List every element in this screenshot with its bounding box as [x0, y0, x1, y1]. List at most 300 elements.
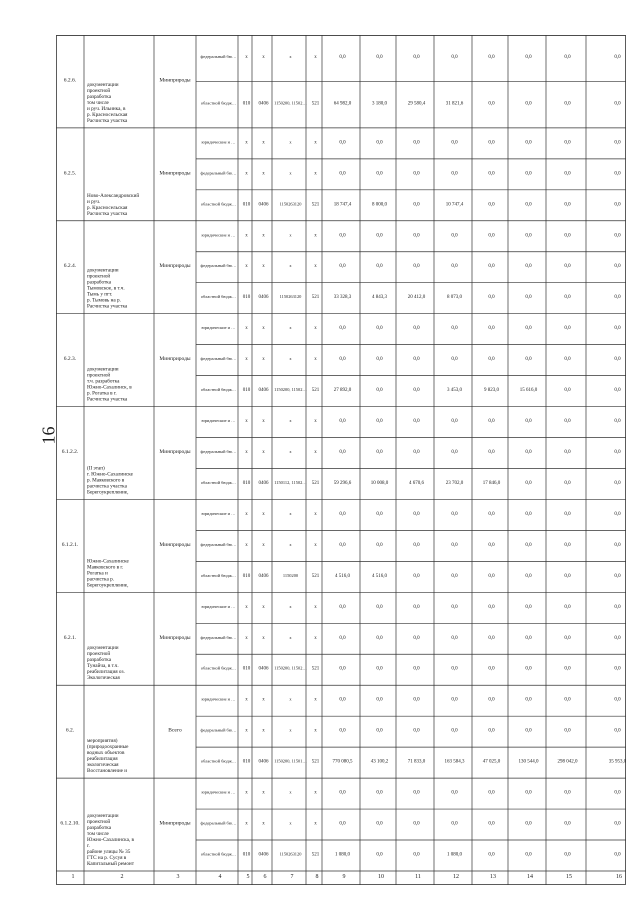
cell-c14: 0,0: [525, 202, 532, 208]
cell-c14: 0,0: [525, 697, 532, 703]
cell-c12: 10 747,4: [445, 202, 464, 208]
cell-c9: 0,0: [339, 450, 346, 455]
cell-c15: 0,0: [564, 233, 571, 239]
cell-c10: 0,0: [376, 55, 383, 61]
cell-c7: x: [289, 325, 292, 331]
cell-c12: 0,0: [451, 511, 458, 517]
column-number: 12: [453, 874, 459, 880]
cell-c5: x: [245, 326, 248, 332]
cell-c9: 0,0: [339, 635, 346, 641]
cell-c10: 0,0: [376, 852, 383, 858]
cell-c15: 0,0: [564, 295, 571, 301]
cell-c7: 1150263120: [279, 294, 302, 300]
row-name-text: Экологическаяреабилитация оз.Тунайча, в т.ч.разработкапроектнойдокументации: [87, 645, 125, 682]
cell-c15: 0,0: [564, 697, 571, 703]
cell-c16: 0,0: [614, 480, 621, 486]
row-name-text: Берегоукрепление,расчистка участкар. Маяковского вг. Южно-Сахалинске(II этап): [87, 465, 133, 496]
cell-c8: x: [314, 790, 317, 796]
cell-c8: 521: [311, 388, 320, 394]
cell-c12: 0,0: [451, 604, 458, 610]
cell-source: юридические и …: [201, 603, 236, 609]
cell-c6: x: [262, 542, 265, 548]
cell-c7: x: [289, 603, 292, 609]
cell-c15: 0,0: [564, 326, 571, 332]
cell-c13: 0,0: [488, 295, 495, 301]
cell-c15: 0,0: [564, 604, 571, 610]
cell-c11: 0,0: [413, 511, 420, 517]
cell-c10: 0,0: [376, 821, 383, 827]
cell-c13: 17 846,0: [482, 480, 501, 486]
cell-c15: 0,0: [564, 450, 571, 455]
row-name-text: Восстановление иэкологическаяреабилитацияводных объектов(природоохранныемероприятия): [87, 738, 129, 775]
cell-c11: 0,0: [413, 852, 420, 858]
cell-c12: 0,0: [451, 635, 458, 641]
cell-source: областной бюдж…: [200, 665, 237, 671]
cell-c14: 0,0: [525, 666, 532, 672]
cell-c12: 0,0: [451, 233, 458, 239]
cell-source: федеральный бю…: [200, 263, 237, 269]
cell-c9: 64 982,0: [333, 101, 352, 107]
cell-c14: 0,0: [525, 635, 532, 641]
cell-c8: x: [314, 233, 317, 239]
cell-c10: 10 008,0: [370, 480, 389, 486]
cell-c5: x: [245, 511, 248, 517]
cell-c16: 0,0: [614, 450, 621, 455]
column-number: 9: [342, 874, 346, 880]
cell-c9: 0,0: [339, 728, 346, 734]
cell-c5: x: [245, 171, 248, 177]
cell-c11: 0,0: [413, 666, 420, 672]
cell-c10: 4 516,0: [372, 573, 387, 579]
cell-c9: 4 516,0: [335, 573, 350, 579]
cell-c7: 1150263120: [279, 201, 302, 207]
cell-c13: 0,0: [488, 264, 495, 270]
cell-c5: x: [245, 264, 248, 270]
cell-c9: 0,0: [339, 326, 346, 332]
cell-c14: 0,0: [525, 233, 532, 239]
cell-c9: 0,0: [339, 666, 346, 672]
cell-c16: 0,0: [614, 666, 621, 672]
row-agency: Минприроды: [159, 356, 191, 363]
cell-c16: 0,0: [614, 264, 621, 270]
cell-c10: 0,0: [376, 728, 383, 734]
cell-c10: 43 100,2: [370, 759, 389, 765]
cell-c12: 31 821,6: [445, 101, 464, 107]
cell-c11: 0,0: [413, 419, 420, 425]
cell-c11: 0,0: [413, 233, 420, 239]
cell-c9: 0,0: [339, 171, 346, 177]
column-number: 2: [120, 874, 124, 880]
cell-c16: 0,0: [614, 821, 621, 827]
cell-c14: 0,0: [525, 511, 532, 517]
column-number: 13: [490, 874, 496, 880]
budget-table: [56, 35, 626, 885]
cell-c9: 0,0: [339, 233, 346, 239]
cell-c10: 0,0: [376, 357, 383, 363]
cell-c5: x: [245, 55, 248, 61]
cell-c15: 0,0: [564, 480, 571, 486]
cell-c12: 0,0: [451, 573, 458, 579]
cell-c11: 29 580,4: [407, 101, 426, 107]
cell-c14: 0,0: [525, 55, 532, 61]
row-name-text: Берегоукрепление,расчистка р.Рогатка иМаяковского в г.Южно-Сахалинске: [87, 558, 129, 589]
cell-c6: x: [262, 264, 265, 270]
cell-c15: 0,0: [564, 55, 571, 61]
cell-c6: x: [262, 697, 265, 703]
cell-c12: 0,0: [451, 264, 458, 270]
cell-c13: 0,0: [488, 450, 495, 455]
cell-source: федеральный бю…: [200, 727, 237, 733]
cell-c14: 0,0: [525, 480, 532, 486]
cell-c7: x: [289, 510, 292, 516]
cell-c13: 0,0: [488, 233, 495, 239]
cell-c16: 0,0: [614, 101, 621, 107]
cell-c14: 0,0: [525, 101, 532, 107]
row-number: 6.2.: [65, 727, 75, 734]
cell-c16: 0,0: [614, 295, 621, 301]
cell-c9: 0,0: [339, 604, 346, 610]
cell-c6: x: [262, 604, 265, 610]
cell-c11: 0,0: [413, 450, 420, 455]
row-name: [87, 737, 129, 774]
cell-c6: x: [262, 171, 265, 177]
cell-c10: 0,0: [376, 542, 383, 548]
cell-c11: 0,0: [413, 821, 420, 827]
column-number: 7: [290, 874, 294, 880]
cell-c11: 0,0: [413, 388, 420, 394]
cell-c13: 0,0: [488, 790, 495, 796]
cell-c12: 0,0: [451, 542, 458, 548]
cell-c6: x: [262, 140, 265, 146]
cell-c7: 1150200, 11502…: [274, 387, 307, 393]
cell-c6: 0406: [258, 573, 269, 579]
cell-c6: 0406: [258, 388, 269, 394]
cell-c14: 0,0: [525, 419, 532, 425]
cell-source: юридические и …: [201, 696, 236, 702]
cell-c16: 0,0: [614, 604, 621, 610]
cell-c9: 1 080,0: [335, 852, 350, 858]
cell-c7: x: [289, 727, 292, 733]
cell-c6: x: [262, 357, 265, 363]
cell-c7: x: [289, 449, 292, 454]
cell-c14: 0,0: [525, 171, 532, 177]
cell-c13: 0,0: [488, 542, 495, 548]
row-agency: Всего: [168, 727, 182, 734]
cell-c15: 0,0: [564, 790, 571, 796]
cell-c9: 0,0: [339, 821, 346, 827]
cell-c6: x: [262, 450, 265, 455]
cell-c15: 0,0: [564, 542, 571, 548]
cell-c6: 0406: [258, 666, 269, 672]
cell-c16: 0,0: [614, 573, 621, 579]
cell-source: юридические и …: [201, 418, 236, 424]
cell-c16: 0,0: [614, 357, 621, 363]
cell-c5: 010: [242, 202, 251, 208]
cell-c8: 521: [311, 573, 320, 579]
cell-c16: 0,0: [614, 852, 621, 858]
cell-c12: 0,0: [451, 357, 458, 363]
cell-c12: 0,0: [451, 326, 458, 332]
cell-c8: x: [314, 326, 317, 332]
row-name: [87, 464, 134, 495]
row-number: 6.2.4.: [63, 263, 77, 270]
row-number: 6.1.2.2.: [61, 449, 79, 455]
cell-c15: 298 042,0: [557, 759, 578, 765]
cell-c15: 0,0: [564, 202, 571, 208]
cell-c11: 0,0: [413, 140, 420, 146]
cell-c13: 0,0: [488, 419, 495, 425]
cell-c9: 0,0: [339, 511, 346, 517]
cell-c7: x: [289, 356, 292, 362]
cell-c9: 770 080,5: [332, 759, 353, 765]
cell-c5: x: [245, 635, 248, 641]
page-number: 16: [38, 426, 59, 445]
cell-source: федеральный бю…: [200, 54, 237, 60]
cell-source: областной бюдж…: [200, 100, 237, 106]
cell-c11: 0,0: [413, 55, 420, 61]
cell-c6: 0406: [258, 759, 269, 765]
cell-c16: 0,0: [614, 233, 621, 239]
cell-c11: 0,0: [413, 326, 420, 332]
cell-c14: 15 616,0: [519, 388, 538, 394]
cell-c8: x: [314, 140, 317, 146]
cell-c14: 0,0: [525, 326, 532, 332]
cell-source: областной бюдж…: [200, 572, 237, 578]
cell-c6: x: [262, 635, 265, 641]
cell-c5: x: [245, 233, 248, 239]
cell-c6: x: [262, 419, 265, 425]
row-number: 6.2.1.: [63, 634, 77, 641]
cell-source: федеральный бю…: [200, 634, 237, 640]
cell-c15: 0,0: [564, 573, 571, 579]
cell-c5: x: [245, 542, 248, 548]
cell-c10: 0,0: [376, 790, 383, 796]
cell-c8: x: [314, 604, 317, 610]
cell-c6: x: [262, 790, 265, 796]
row-name-text: Расчистка участкар. Красносельскаяи руч. Ильинка, втом числеразработкапроектнойдокументации: [87, 81, 128, 124]
cell-c8: x: [314, 450, 317, 455]
cell-c12: 0,0: [451, 450, 458, 455]
cell-source: областной бюдж…: [200, 201, 237, 207]
column-number: 4: [218, 874, 222, 880]
row-name: [87, 645, 125, 681]
cell-c8: x: [314, 728, 317, 734]
row-name-text: Капитальный ремонтГТС на р. Сусуя врайоне улицы № 35г.Южно-Сахалинска, втом числеразработкапроектнойдокументации: [87, 813, 134, 867]
cell-c7: 1150200, 11501…: [274, 758, 307, 764]
cell-c12: 163 584,3: [444, 759, 465, 765]
cell-c14: 0,0: [525, 728, 532, 734]
cell-c7: 1150200, 11502…: [274, 100, 307, 106]
row-name: [87, 813, 135, 867]
cell-c12: 0,0: [451, 55, 458, 61]
row-name: [87, 268, 128, 310]
cell-c15: 0,0: [564, 264, 571, 270]
cell-c13: 47 025,0: [482, 759, 501, 765]
cell-c6: 0406: [258, 295, 269, 301]
cell-c15: 0,0: [564, 171, 571, 177]
cell-c6: x: [262, 511, 265, 517]
cell-c7: x: [289, 170, 292, 176]
column-number: 8: [315, 874, 319, 880]
row-agency: Минприроды: [159, 170, 191, 177]
cell-source: областной бюдж…: [200, 294, 237, 300]
cell-c10: 0,0: [376, 233, 383, 239]
cell-c7: 1150263120: [279, 851, 302, 857]
cell-c10: 0,0: [376, 388, 383, 394]
row-agency: Минприроды: [159, 634, 191, 641]
cell-c10: 0,0: [376, 264, 383, 270]
cell-c16: 0,0: [614, 697, 621, 703]
cell-c5: 010: [242, 101, 251, 107]
cell-c13: 0,0: [488, 326, 495, 332]
cell-c11: 0,0: [413, 604, 420, 610]
cell-c6: 0406: [258, 852, 269, 858]
cell-c10: 0,0: [376, 140, 383, 146]
cell-c15: 0,0: [564, 419, 571, 425]
cell-c11: 0,0: [413, 357, 420, 363]
cell-c11: 71 833,0: [407, 759, 426, 765]
column-number: 3: [176, 874, 180, 880]
cell-c7: x: [289, 263, 292, 269]
cell-c10: 0,0: [376, 326, 383, 332]
row-name: [87, 82, 128, 124]
cell-c16: 0,0: [614, 728, 621, 734]
cell-c12: 23 702,0: [445, 480, 464, 486]
cell-c9: 0,0: [339, 419, 346, 425]
column-number: 11: [415, 874, 421, 880]
cell-c13: 0,0: [488, 604, 495, 610]
column-number: 6: [263, 874, 267, 880]
cell-c6: x: [262, 821, 265, 827]
row-name-text: Расчистка участкар. Тымовь на р.Тымь у пгт.Тымовское, в т.ч.разработкапроектнойдокументации: [87, 267, 128, 310]
cell-c14: 0,0: [525, 604, 532, 610]
cell-c5: 010: [242, 480, 251, 486]
cell-source: федеральный бю…: [200, 541, 237, 547]
cell-c10: 3 180,0: [372, 101, 387, 107]
cell-c9: 0,0: [339, 264, 346, 270]
cell-c16: 0,0: [614, 326, 621, 332]
cell-c9: 18 747,4: [333, 202, 352, 208]
cell-c15: 0,0: [564, 635, 571, 641]
cell-c14: 0,0: [525, 357, 532, 363]
cell-c14: 0,0: [525, 573, 532, 579]
cell-c14: 0,0: [525, 295, 532, 301]
cell-c7: x: [289, 541, 292, 547]
cell-c13: 0,0: [488, 852, 495, 858]
cell-c11: 0,0: [413, 635, 420, 641]
cell-c13: 0,0: [488, 171, 495, 177]
cell-c8: x: [314, 419, 317, 425]
cell-source: федеральный бю…: [200, 820, 237, 826]
cell-c5: x: [245, 728, 248, 734]
cell-c12: 3 453,0: [447, 388, 462, 394]
cell-c8: x: [314, 357, 317, 363]
cell-c13: 0,0: [488, 511, 495, 517]
cell-c13: 9 823,0: [484, 388, 499, 394]
cell-c10: 0,0: [376, 511, 383, 517]
cell-c9: 0,0: [339, 55, 346, 61]
cell-c8: 521: [311, 101, 320, 107]
cell-c16: 0,0: [614, 55, 621, 61]
cell-c15: 0,0: [564, 728, 571, 734]
cell-c13: 0,0: [488, 573, 495, 579]
cell-c11: 0,0: [413, 264, 420, 270]
cell-c14: 0,0: [525, 790, 532, 796]
budget-table-container: [56, 35, 626, 885]
column-number: 10: [378, 874, 384, 880]
cell-c10: 0,0: [376, 666, 383, 672]
cell-c6: x: [262, 728, 265, 734]
cell-c13: 0,0: [488, 635, 495, 641]
row-name-text: Расчистка участкар. Рогатка в г.Южно-Сахалинск, вт.ч. разработкапроектнойдокументации: [87, 366, 132, 403]
cell-c7: x: [289, 54, 292, 60]
cell-c7: x: [289, 820, 292, 826]
cell-c8: 521: [311, 202, 320, 208]
cell-c12: 0,0: [451, 697, 458, 703]
cell-c15: 0,0: [564, 101, 571, 107]
cell-source: юридические и …: [201, 789, 236, 795]
cell-c15: 0,0: [564, 511, 571, 517]
column-number: 15: [566, 874, 572, 880]
cell-c7: x: [289, 418, 292, 424]
cell-c11: 20 412,0: [407, 295, 426, 301]
cell-c8: 521: [311, 666, 320, 672]
cell-c11: 0,0: [413, 542, 420, 548]
cell-c10: 4 843,3: [372, 295, 387, 301]
cell-c8: 521: [311, 295, 320, 301]
cell-source: юридические и …: [201, 510, 236, 516]
cell-c15: 0,0: [564, 666, 571, 672]
cell-source: юридические и …: [201, 325, 236, 331]
cell-c8: 521: [311, 759, 320, 765]
cell-c16: 0,0: [614, 419, 621, 425]
row-number: 6.2.5.: [63, 170, 77, 177]
cell-c14: 0,0: [525, 264, 532, 270]
cell-c11: 0,0: [413, 790, 420, 796]
cell-c8: x: [314, 697, 317, 703]
cell-c5: 010: [242, 852, 251, 858]
cell-source: федеральный бю…: [200, 170, 237, 176]
cell-c8: x: [314, 511, 317, 517]
cell-c6: 0406: [258, 101, 269, 107]
cell-c12: 0,0: [451, 728, 458, 734]
cell-c8: x: [314, 55, 317, 61]
cell-c14: 0,0: [525, 450, 532, 455]
cell-c10: 0,0: [376, 697, 383, 703]
cell-c9: 59 296,6: [333, 480, 352, 486]
cell-c10: 0,0: [376, 450, 383, 455]
rotated-table-group: [56, 35, 626, 885]
cell-c9: 0,0: [339, 542, 346, 548]
column-number: 1: [71, 874, 75, 880]
cell-c15: 0,0: [564, 852, 571, 858]
cell-c6: 0406: [258, 480, 269, 486]
cell-source: федеральный бю…: [200, 356, 237, 362]
column-number: 16: [616, 874, 622, 880]
cell-c13: 0,0: [488, 666, 495, 672]
cell-c8: x: [314, 171, 317, 177]
cell-c12: 0,0: [451, 140, 458, 146]
cell-c12: 0,0: [451, 419, 458, 425]
row-agency: Минприроды: [159, 449, 191, 455]
cell-c9: 0,0: [339, 790, 346, 796]
cell-c8: x: [314, 264, 317, 270]
cell-c11: 0,0: [413, 171, 420, 177]
cell-c10: 8 000,0: [372, 202, 387, 208]
cell-c5: x: [245, 604, 248, 610]
row-name: [87, 192, 139, 217]
cell-c9: 33 328,3: [333, 295, 352, 301]
